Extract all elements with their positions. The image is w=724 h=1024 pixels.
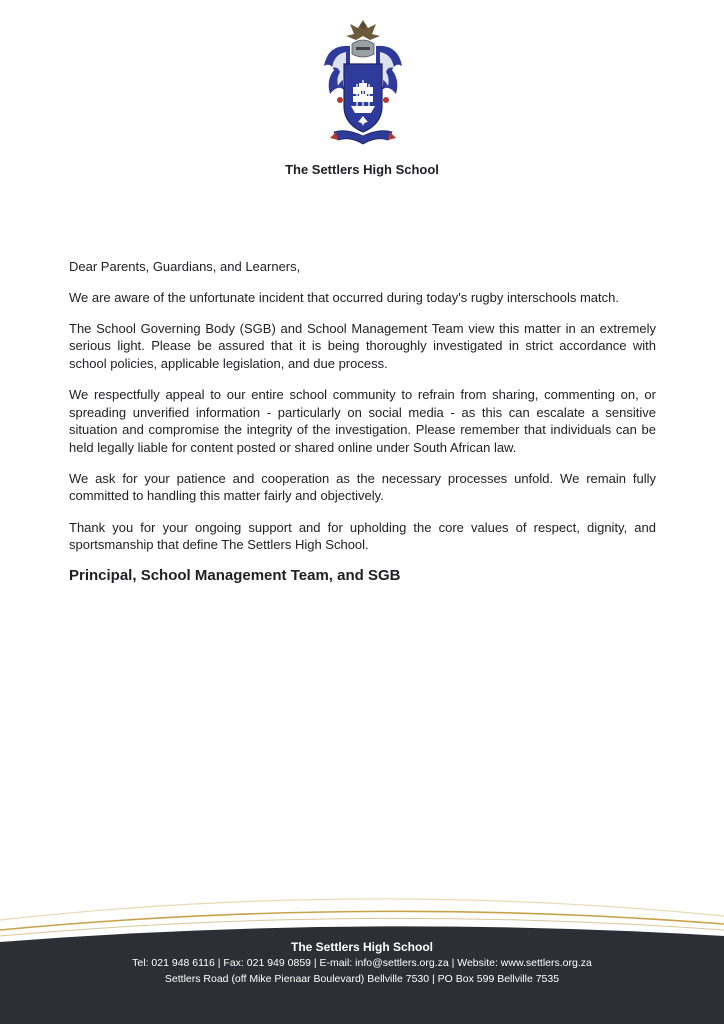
letter-body	[69, 258, 656, 598]
footer-contact-line: Tel: 021 948 6116 | Fax: 021 949 0859 | E-mail: info@settlers.org.za | Website: www.settlers.org.za	[132, 957, 592, 969]
footer-contact	[0, 939, 724, 987]
footer-address-line: Settlers Road (off Mike Pienaar Boulevard) Bellville 7530 | PO Box 599 Bellville 7535	[164, 973, 560, 985]
letter-signoff: Principal, School Management Team, and SGB	[69, 567, 401, 585]
letter-paragraph: Thank you for your ongoing support and for upholding the core values of respect, dignity, and sportsmanship that define The Settlers High School.	[69, 519, 656, 553]
letter-paragraph: We ask for your patience and cooperation as the necessary processes unfold. We remain fully committed to handling this matter fairly and objectively.	[69, 470, 656, 504]
school-name-heading: The Settlers High School	[285, 162, 439, 177]
footer-school-name: The Settlers High School	[290, 940, 434, 954]
school-crest-logo	[316, 14, 410, 150]
letter-paragraph: We are aware of the unfortunate incident that occurred during today's rugby interschools match.	[69, 289, 619, 305]
letter-paragraph: We respectfully appeal to our entire school community to refrain from sharing, commenting on, or spreading unverified information - particularly on social media - as this can escalate a sensitive situation and compromise the integrity of the investigation. Please remember that individuals can be held legally liable for content posted or shared online under South African law.	[69, 386, 656, 455]
letter-paragraph: The School Governing Body (SGB) and School Management Team view this matter in an extremely serious light. Please be assured that it is being thoroughly investigated in strict accordance with school policies, applicable legislation, and due process.	[69, 320, 656, 371]
letter-salutation: Dear Parents, Guardians, and Learners,	[69, 259, 301, 274]
